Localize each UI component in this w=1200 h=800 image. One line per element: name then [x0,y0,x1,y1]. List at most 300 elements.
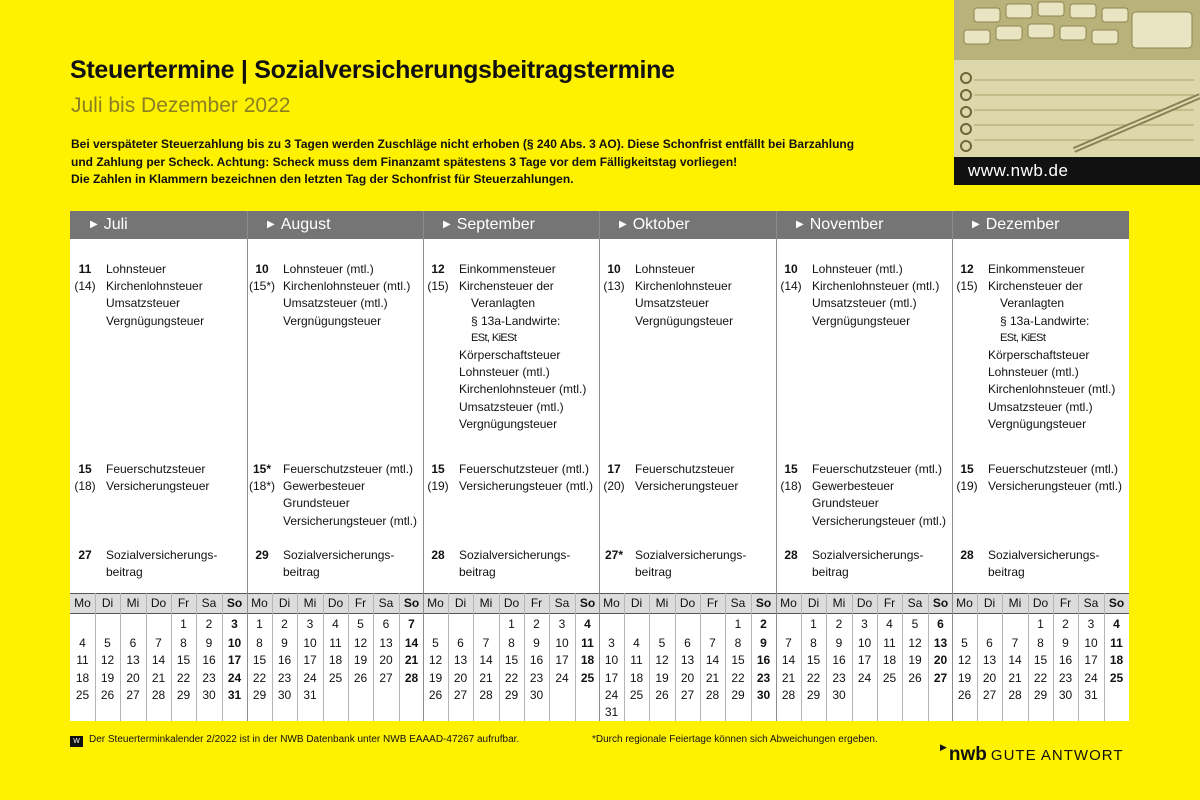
nwb-database-icon: W [70,736,83,747]
intro-line: und Zahlung per Scheck. Achtung: Scheck muss dem Finanzamt spätestens 3 Tage vor dem Fälligkeitstag vorliegen! [71,154,738,169]
calendar-day: 27 [680,687,695,702]
tax-item: Einkommensteuer [459,262,556,276]
calendar-day: 6 [382,617,390,631]
tax-item: beitrag [988,565,1025,580]
calendar-day: 31 [1084,687,1098,702]
calendar-day: 10 [227,636,242,651]
due-day: 28 [784,548,798,562]
month-header-juli [70,211,247,239]
weekday-mo: Mo [74,596,91,610]
calendar-day: 9 [533,636,540,651]
grace-period-day: (19) [427,479,449,494]
calendar-day: 22 [731,670,745,685]
calendar-day: 3 [231,617,238,631]
calendar-day: 13 [933,636,948,651]
tax-calendar [70,211,1129,721]
calendar-day: 2 [281,617,288,631]
calendar-day: 17 [303,653,317,668]
deadline-date [601,261,627,295]
weekday-sa: Sa [201,596,217,610]
calendar-day: 25 [629,687,644,702]
grace-period-day: (14) [74,279,96,294]
calendar-day: 10 [857,636,872,651]
calendar-day: 21 [404,653,419,668]
calendar-day: 18 [328,653,343,668]
play-triangle-icon: ▶ [796,219,804,230]
calendar-day: 30 [756,687,771,702]
calendar-day: 22 [504,670,519,685]
calculator-photo-graphic [954,0,1200,157]
calendar-day: 3 [1087,617,1095,631]
calendar-day: 7 [709,636,716,651]
deadline-date [249,261,275,295]
calendar-day: 6 [684,636,691,651]
calendar-day: 25 [882,670,897,685]
due-day: 17 [607,462,621,476]
tax-item: beitrag [459,565,496,580]
calendar-day: 17 [555,653,569,668]
weekday-sa: Sa [907,596,923,610]
calendar-day: 5 [432,636,439,651]
due-day: 10 [784,262,798,276]
calendar-day: 30 [202,687,216,702]
tax-item: § 13a-Landwirte: [1000,313,1090,328]
calendar-day: 3 [608,636,615,651]
calendar-day: 22 [252,670,267,685]
calendar-day: 4 [332,617,339,631]
calendar-day: 29 [806,687,821,702]
tax-item: Sozialversicherungs- [812,548,924,562]
tax-item: Kirchenlohnsteuer (mtl.) [988,382,1116,397]
calendar-day: 6 [986,636,993,651]
tax-item: Lohnsteuer [106,262,167,276]
weekday-mi: Mi [832,596,846,610]
calendar-day: 29 [176,687,191,702]
grace-period-day: (13) [603,279,625,294]
deadline-date [425,547,451,564]
due-day: 12 [960,262,974,276]
calendar-day: 20 [379,653,393,668]
weekday-sa: Sa [378,596,394,610]
weekday-fr: Fr [530,596,543,610]
deadline-date [72,261,98,295]
calendar-day: 4 [886,617,893,631]
tax-items [988,547,1130,581]
calendar-day: 28 [705,687,720,702]
weekday-di: Di [807,596,820,610]
calendar-day: 15 [731,653,745,668]
calendar-day: 15 [806,653,821,668]
weekday-di: Di [454,596,467,610]
play-triangle-icon: ▶ [940,742,947,752]
deadline-date [954,547,980,564]
calendar-day: 22 [806,670,821,685]
calendar-day: 13 [982,653,997,668]
tax-item: Versicherungsteuer (mtl.) [459,479,594,494]
play-triangle-icon: ▶ [267,219,275,230]
calendar-day: 26 [957,687,972,702]
calendar-day: 17 [857,653,872,668]
calendar-day: 5 [911,617,919,631]
weekday-do: Do [679,596,696,610]
tax-item: Kirchenlohnsteuer (mtl.) [812,279,940,294]
calendar-day: 26 [353,670,368,685]
tax-item: Feuerschutzsteuer [106,462,206,476]
calendar-day: 4 [79,636,86,651]
weekday-di: Di [630,596,643,610]
calendar-day: 12 [908,636,922,651]
calendar-day: 10 [303,636,317,651]
calendar-day: 6 [129,636,137,651]
calendar-day: 1 [508,617,515,631]
weekday-fr: Fr [354,596,367,610]
tax-item: Sozialversicherungs- [459,548,571,562]
month-name: Juli [103,216,128,233]
calendar-day: 30 [832,687,846,702]
tax-item: Kirchenlohnsteuer [635,279,732,294]
footnote-database [70,734,519,747]
due-day: 10 [255,262,269,276]
calendar-day: 16 [756,653,771,668]
calendar-day: 20 [453,670,468,685]
play-triangle-icon: ▶ [443,219,451,230]
intro-line: Die Zahlen in Klammern bezeichnen den letzten Tag der Schonfrist für Steuerzahlungen. [71,172,574,186]
calendar-day: 7 [785,636,792,651]
grace-period-day: (18) [74,479,96,494]
calendar-day: 30 [1058,687,1073,702]
month-header-november [776,211,952,239]
calendar-day: 11 [76,653,89,668]
calendar-day: 18 [1109,653,1124,668]
weekday-mo: Mo [603,596,620,610]
tax-item: Lohnsteuer (mtl.) [459,365,550,380]
tax-items [106,547,248,581]
play-triangle-icon: ▶ [972,219,980,230]
calendar-day: 8 [256,636,263,651]
calendar-day: 11 [329,636,342,651]
weekday-mi: Mi [1008,596,1022,610]
deadline-date [249,547,275,564]
month-name: August [280,216,331,233]
calendar-day: 25 [1109,670,1124,685]
calendar-day: 29 [504,687,519,702]
tax-item: Umsatzsteuer [106,296,181,311]
weekday-mo: Mo [780,596,797,610]
tax-item: Versicherungsteuer (mtl.) [283,513,418,528]
due-day: 11 [78,262,92,276]
calendar-day: 29 [1033,687,1048,702]
weekday-di: Di [278,596,291,610]
calendar-day: 12 [353,636,368,651]
footnote-database-text: Der Steuerterminkalender 2/2022 ist in der NWB Datenbank unter NWB EAAAD-47267 aufrufbar. [89,734,520,745]
calendar-day: 4 [1113,617,1120,631]
calendar-day: 6 [937,617,944,631]
due-day: 12 [431,262,445,276]
nwb-logo [940,744,1123,766]
deadline-date [601,461,627,495]
tax-item: Feuerschutzsteuer (mtl.) [988,462,1119,476]
calendar-day: 7 [482,636,490,651]
calendar-day: 9 [281,636,288,651]
tax-item: Versicherungsteuer (mtl.) [812,513,947,528]
calendar-day: 20 [982,670,997,685]
tax-item: § 13a-Landwirte: [471,313,561,328]
calendar-day: 16 [277,653,292,668]
calendar-day: 8 [508,636,515,651]
tax-item: Feuerschutzsteuer [635,462,735,476]
calendar-day: 9 [760,636,767,651]
calendar-day: 11 [581,636,594,651]
calendar-day: 15 [252,653,267,668]
calendar-day: 19 [655,670,669,685]
calendar-day: 12 [655,653,669,668]
calendar-day: 16 [1058,653,1073,668]
weekday-sa: Sa [730,596,746,610]
weekday-do: Do [856,596,873,610]
tax-item: Vergnügungsteuer [812,313,911,328]
deadline-date [72,461,98,495]
weekday-fr: Fr [177,596,190,610]
calendar-day: 19 [428,670,443,685]
calendar-day: 31 [303,687,317,702]
calendar-day: 27 [453,687,468,702]
tax-item: ESt, KiESt [471,331,517,344]
tax-items [283,547,425,581]
calendar-day: 14 [705,653,720,668]
calendar-day: 5 [104,636,111,651]
calendar-day: 15 [176,653,191,668]
deadline-date [425,461,451,495]
calendar-day: 26 [428,687,443,702]
weekday-so: So [403,596,420,610]
tax-items [106,261,248,330]
calendar-day: 23 [832,670,846,685]
calendar-day: 7 [1011,636,1019,651]
tax-items [988,261,1130,433]
tax-items [812,547,954,581]
tax-items [106,461,248,495]
calendar-day: 2 [533,617,540,631]
calendar-day: 6 [457,636,464,651]
calendar-day: 20 [680,670,695,685]
logo-tagline: GUTE ANTWORT [990,747,1124,764]
calendar-day: 17 [227,653,242,668]
calendar-day: 16 [529,653,544,668]
calendar-day: 20 [126,670,140,685]
tax-item: Kirchensteuer der [459,279,554,294]
tax-item: Sozialversicherungs- [106,548,218,562]
calendar-day: 5 [961,636,968,651]
tax-items [459,461,601,495]
grace-period-day: (18) [780,479,802,494]
weekday-mi: Mi [655,596,669,610]
calendar-day: 1 [1037,617,1044,631]
calendar-day: 13 [680,653,695,668]
calendar-day: 24 [1084,670,1098,685]
due-day: 10 [607,262,621,276]
calendar-day: 21 [479,670,493,685]
weekday-sa: Sa [554,596,570,610]
calendar-day: 28 [151,687,166,702]
tax-item: Veranlagten [1000,296,1065,311]
calendar-day: 9 [1062,636,1069,651]
tax-item: Umsatzsteuer (mtl.) [988,399,1093,414]
calendar-day: 27 [933,670,948,685]
calendar-day: 27 [126,687,140,702]
tax-item: Versicherungsteuer [635,479,739,494]
calendar-day: 13 [126,653,140,668]
tax-item: Feuerschutzsteuer (mtl.) [812,462,943,476]
calendar-day: 18 [75,670,90,685]
tax-item: Feuerschutzsteuer (mtl.) [283,462,414,476]
tax-item: Umsatzsteuer (mtl.) [812,296,917,311]
tax-item: Umsatzsteuer (mtl.) [283,296,388,311]
weekday-mi: Mi [303,596,317,610]
calendar-day: 25 [580,670,595,685]
calendar-day: 13 [379,636,393,651]
intro-line: Bei verspäteter Steuerzahlung bis zu 3 Tagen werden Zuschläge nicht erhoben (§ 240 Abs. 3 AO). Diese Schonfrist entfällt bei Barzahlung [71,137,855,151]
month-name: September [456,216,535,233]
calendar-day: 1 [180,617,187,631]
calendar-day: 10 [604,653,619,668]
calendar-day: 22 [1033,670,1048,685]
tax-item: Versicherungsteuer [106,479,210,494]
grace-period-day: (14) [780,279,802,294]
calendar-day: 8 [734,636,742,651]
calendar-day: 24 [303,670,317,685]
calendar-day: 28 [479,687,493,702]
calendar-day: 11 [883,636,896,651]
deadline-date [778,547,804,564]
calendar-day: 26 [908,670,922,685]
weekday-do: Do [327,596,344,610]
tax-item: Feuerschutzsteuer (mtl.) [459,462,590,476]
calendar-day: 14 [1008,653,1022,668]
calendar-day: 14 [479,653,493,668]
logo-mark: nwb [948,744,987,765]
tax-item: Gewerbesteuer [812,479,895,494]
tax-item: Vergnügungsteuer [283,313,382,328]
calendar-day: 19 [353,653,368,668]
tax-items [459,261,601,433]
month-name: November [809,216,884,233]
calendar-day: 8 [810,636,817,651]
tax-item: Grundsteuer [812,496,879,511]
month-name: Dezember [985,216,1060,233]
calendar-day: 2 [835,617,843,631]
calendar-day: 23 [1058,670,1073,685]
calendar-day: 5 [658,636,666,651]
calendar-day: 4 [584,617,591,631]
weekday-so: So [932,596,949,610]
calendar-day: 29 [252,687,267,702]
tax-item: Lohnsteuer (mtl.) [812,262,903,276]
tax-item: Gewerbesteuer [283,479,366,494]
tax-item: Umsatzsteuer (mtl.) [459,399,564,414]
weekday-mo: Mo [251,596,268,610]
grace-period-day: (19) [956,479,978,494]
calendar-day: 14 [404,636,419,651]
calendar-day: 23 [756,670,771,685]
page-title: Steuertermine | Sozialversicherungsbeitragstermine [70,56,675,84]
calendar-day: 23 [202,670,216,685]
calendar-day: 17 [1084,653,1098,668]
tax-item: beitrag [283,565,320,580]
website-url[interactable]: www.nwb.de [954,157,1200,185]
due-day: 27 [78,548,92,562]
tax-items [812,461,954,530]
play-triangle-icon: ▶ [619,219,627,230]
calendar-day: 16 [832,653,846,668]
calendar-day: 4 [633,636,640,651]
calendar-day: 31 [604,705,619,719]
weekday-mi: Mi [479,596,493,610]
tax-item: Versicherungsteuer (mtl.) [988,479,1123,494]
tax-items [635,261,777,330]
tax-item: Kirchenlohnsteuer [106,279,203,294]
calendar-day: 1 [256,617,263,631]
weekday-di: Di [983,596,996,610]
calendar-day: 8 [1037,636,1044,651]
tax-items [283,461,425,530]
calendar-day: 23 [277,670,292,685]
tax-item: Lohnsteuer [635,262,696,276]
calendar-day: 10 [1084,636,1098,651]
calendar-day: 13 [453,653,468,668]
due-day: 15 [431,462,445,476]
weekday-fr: Fr [883,596,896,610]
tax-item: Veranlagten [471,296,536,311]
calendar-day: 2 [1062,617,1069,631]
grace-period-day: (15) [427,279,449,294]
deadline-date [778,461,804,495]
calendar-day: 28 [404,670,419,685]
tax-item: Vergnügungsteuer [988,416,1087,431]
calendar-day: 12 [100,653,115,668]
calendar-day: 7 [408,617,415,631]
intro-text [71,136,931,189]
weekday-di: Di [101,596,114,610]
weekday-mo: Mo [427,596,444,610]
calendar-day: 1 [810,617,817,631]
deadline-date [601,547,627,564]
calendar-day: 25 [75,687,90,702]
calendar-day: 20 [933,653,948,668]
calendar-day: 16 [202,653,216,668]
calendar-day: 24 [857,670,872,685]
weekday-fr: Fr [706,596,719,610]
calendar-day: 27 [982,687,997,702]
calendar-day: 18 [882,653,897,668]
tax-item: Sozialversicherungs- [635,548,747,562]
calendar-day: 26 [655,687,669,702]
page-subtitle: Juli bis Dezember 2022 [71,94,291,117]
tax-items [812,261,954,330]
tax-item: Vergnügungsteuer [459,416,558,431]
footnote-holidays: *Durch regionale Feiertage können sich Abweichungen ergeben. [592,734,878,745]
calendar-day: 14 [781,653,796,668]
calendar-day: 9 [205,636,213,651]
weekday-do: Do [150,596,167,610]
calendar-day: 31 [227,687,242,702]
calendar-day: 18 [580,653,595,668]
tax-items [635,461,777,495]
calendar-day: 14 [151,653,166,668]
due-day: 28 [431,548,445,562]
tax-item: Sozialversicherungs- [988,548,1100,562]
tax-item: Körperschaftsteuer [459,348,561,363]
weekday-sa: Sa [1083,596,1099,610]
